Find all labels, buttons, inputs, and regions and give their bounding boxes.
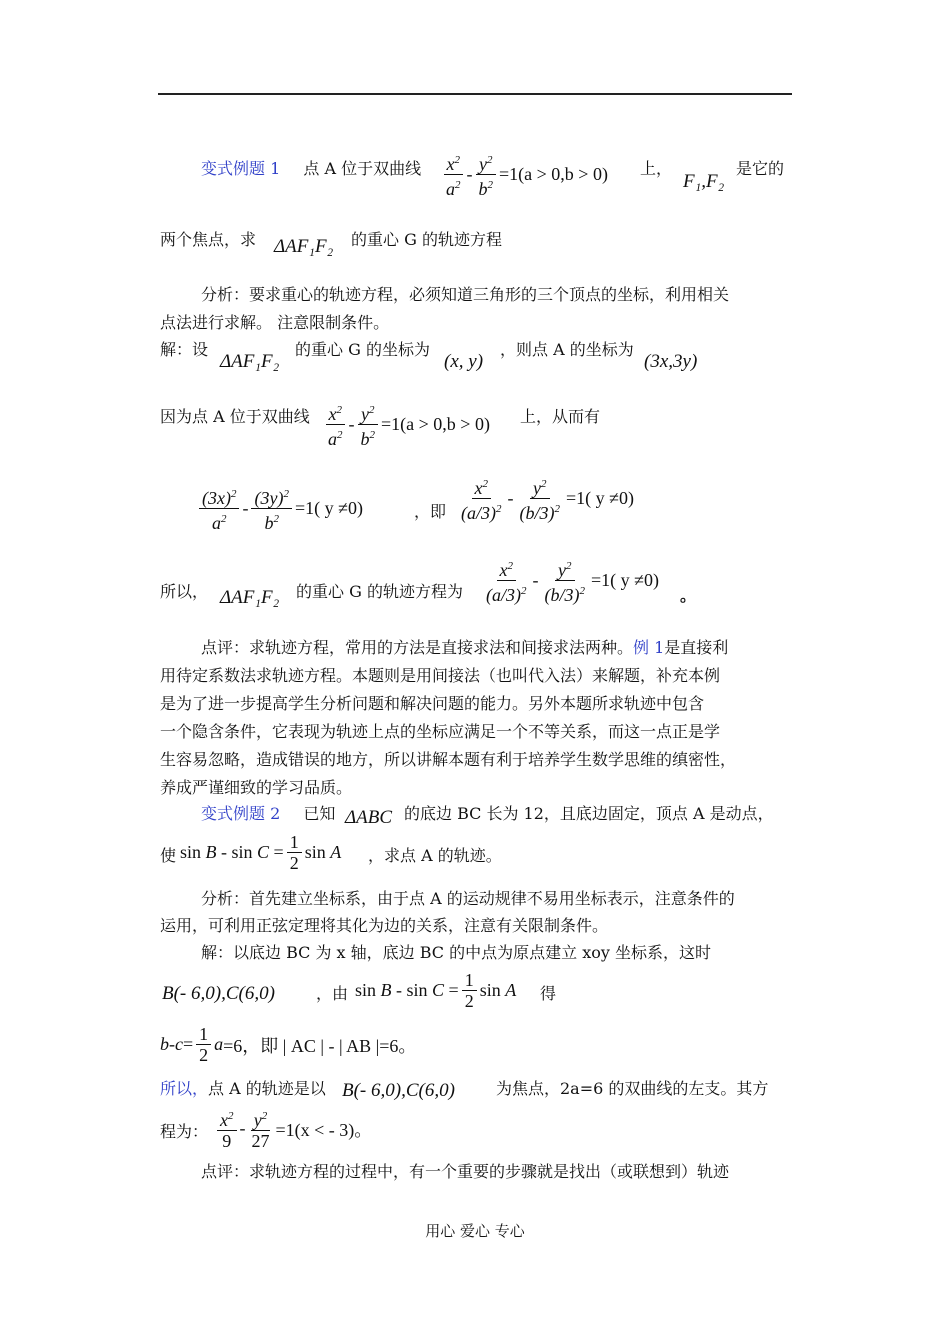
example1-line1: 变式例题 1 点 A 位于双曲线 [201,159,422,178]
hyperbola-eq-1: $\frac{x^2}{a^2}$ - $\frac{y^2}{b^2}$ =1(a > 0,b > 0) [440,150,608,199]
trajectory-eq-1: $\frac{x^2}{(a/3)^2}$ - $\frac{y^2}{(b/3)^2}$ =1( y ≠0) [480,556,659,605]
simplified-eq: $\frac{x^2}{(a/3)^2}$ - $\frac{y^2}{(b/3)^2}$ =1( y ≠0) [455,474,634,523]
conclusion-line: 所以，点 A 的轨迹是以 [160,1079,326,1098]
analysis1-line1: 分析：要求重心的轨迹方程，必须知道三角形的三个顶点的坐标，利用相关 [201,285,730,304]
example1-label: 变式例题 1 [201,159,281,178]
sine-condition: sin B - sin C = $\frac{1}{2}$ sin A [180,832,342,873]
page-footer: 用心 爱心 专心 [425,1222,525,1240]
side-relation: b - c = $\frac{1}{2}$ a =6，即 | AC | - | AB |=6。 [160,1024,417,1065]
header-rule [158,93,792,95]
analysis1-line2: 点法进行求解。 注意限制条件。 [160,313,390,332]
example2-line1: 变式例题 2 已知 [201,804,336,823]
trajectory-eq-2: $\frac{x^2}{9}$ - $\frac{y^2}{27}$ =1(x < - 3)。 [214,1106,372,1151]
substituted-eq: $\frac{(3x)^2}{a^2}$ - $\frac{(3y)^2}{b^2}$ =1( y ≠0) [196,484,363,533]
comment1-line1: 点评：求轨迹方程，常用的方法是直接求法和间接求法两种。例 1是直接利 [201,638,729,657]
foci-label: F₁,F₂ [683,171,725,192]
hyperbola-eq-2: $\frac{x^2}{a^2}$ - $\frac{y^2}{b^2}$ =1(a > 0,b > 0) [322,400,490,449]
example1-link[interactable]: 例 1 [633,638,665,657]
example2-label: 变式例题 2 [201,804,281,823]
sine-condition-2: sin B - sin C = $\frac{1}{2}$ sin A [355,970,517,1011]
